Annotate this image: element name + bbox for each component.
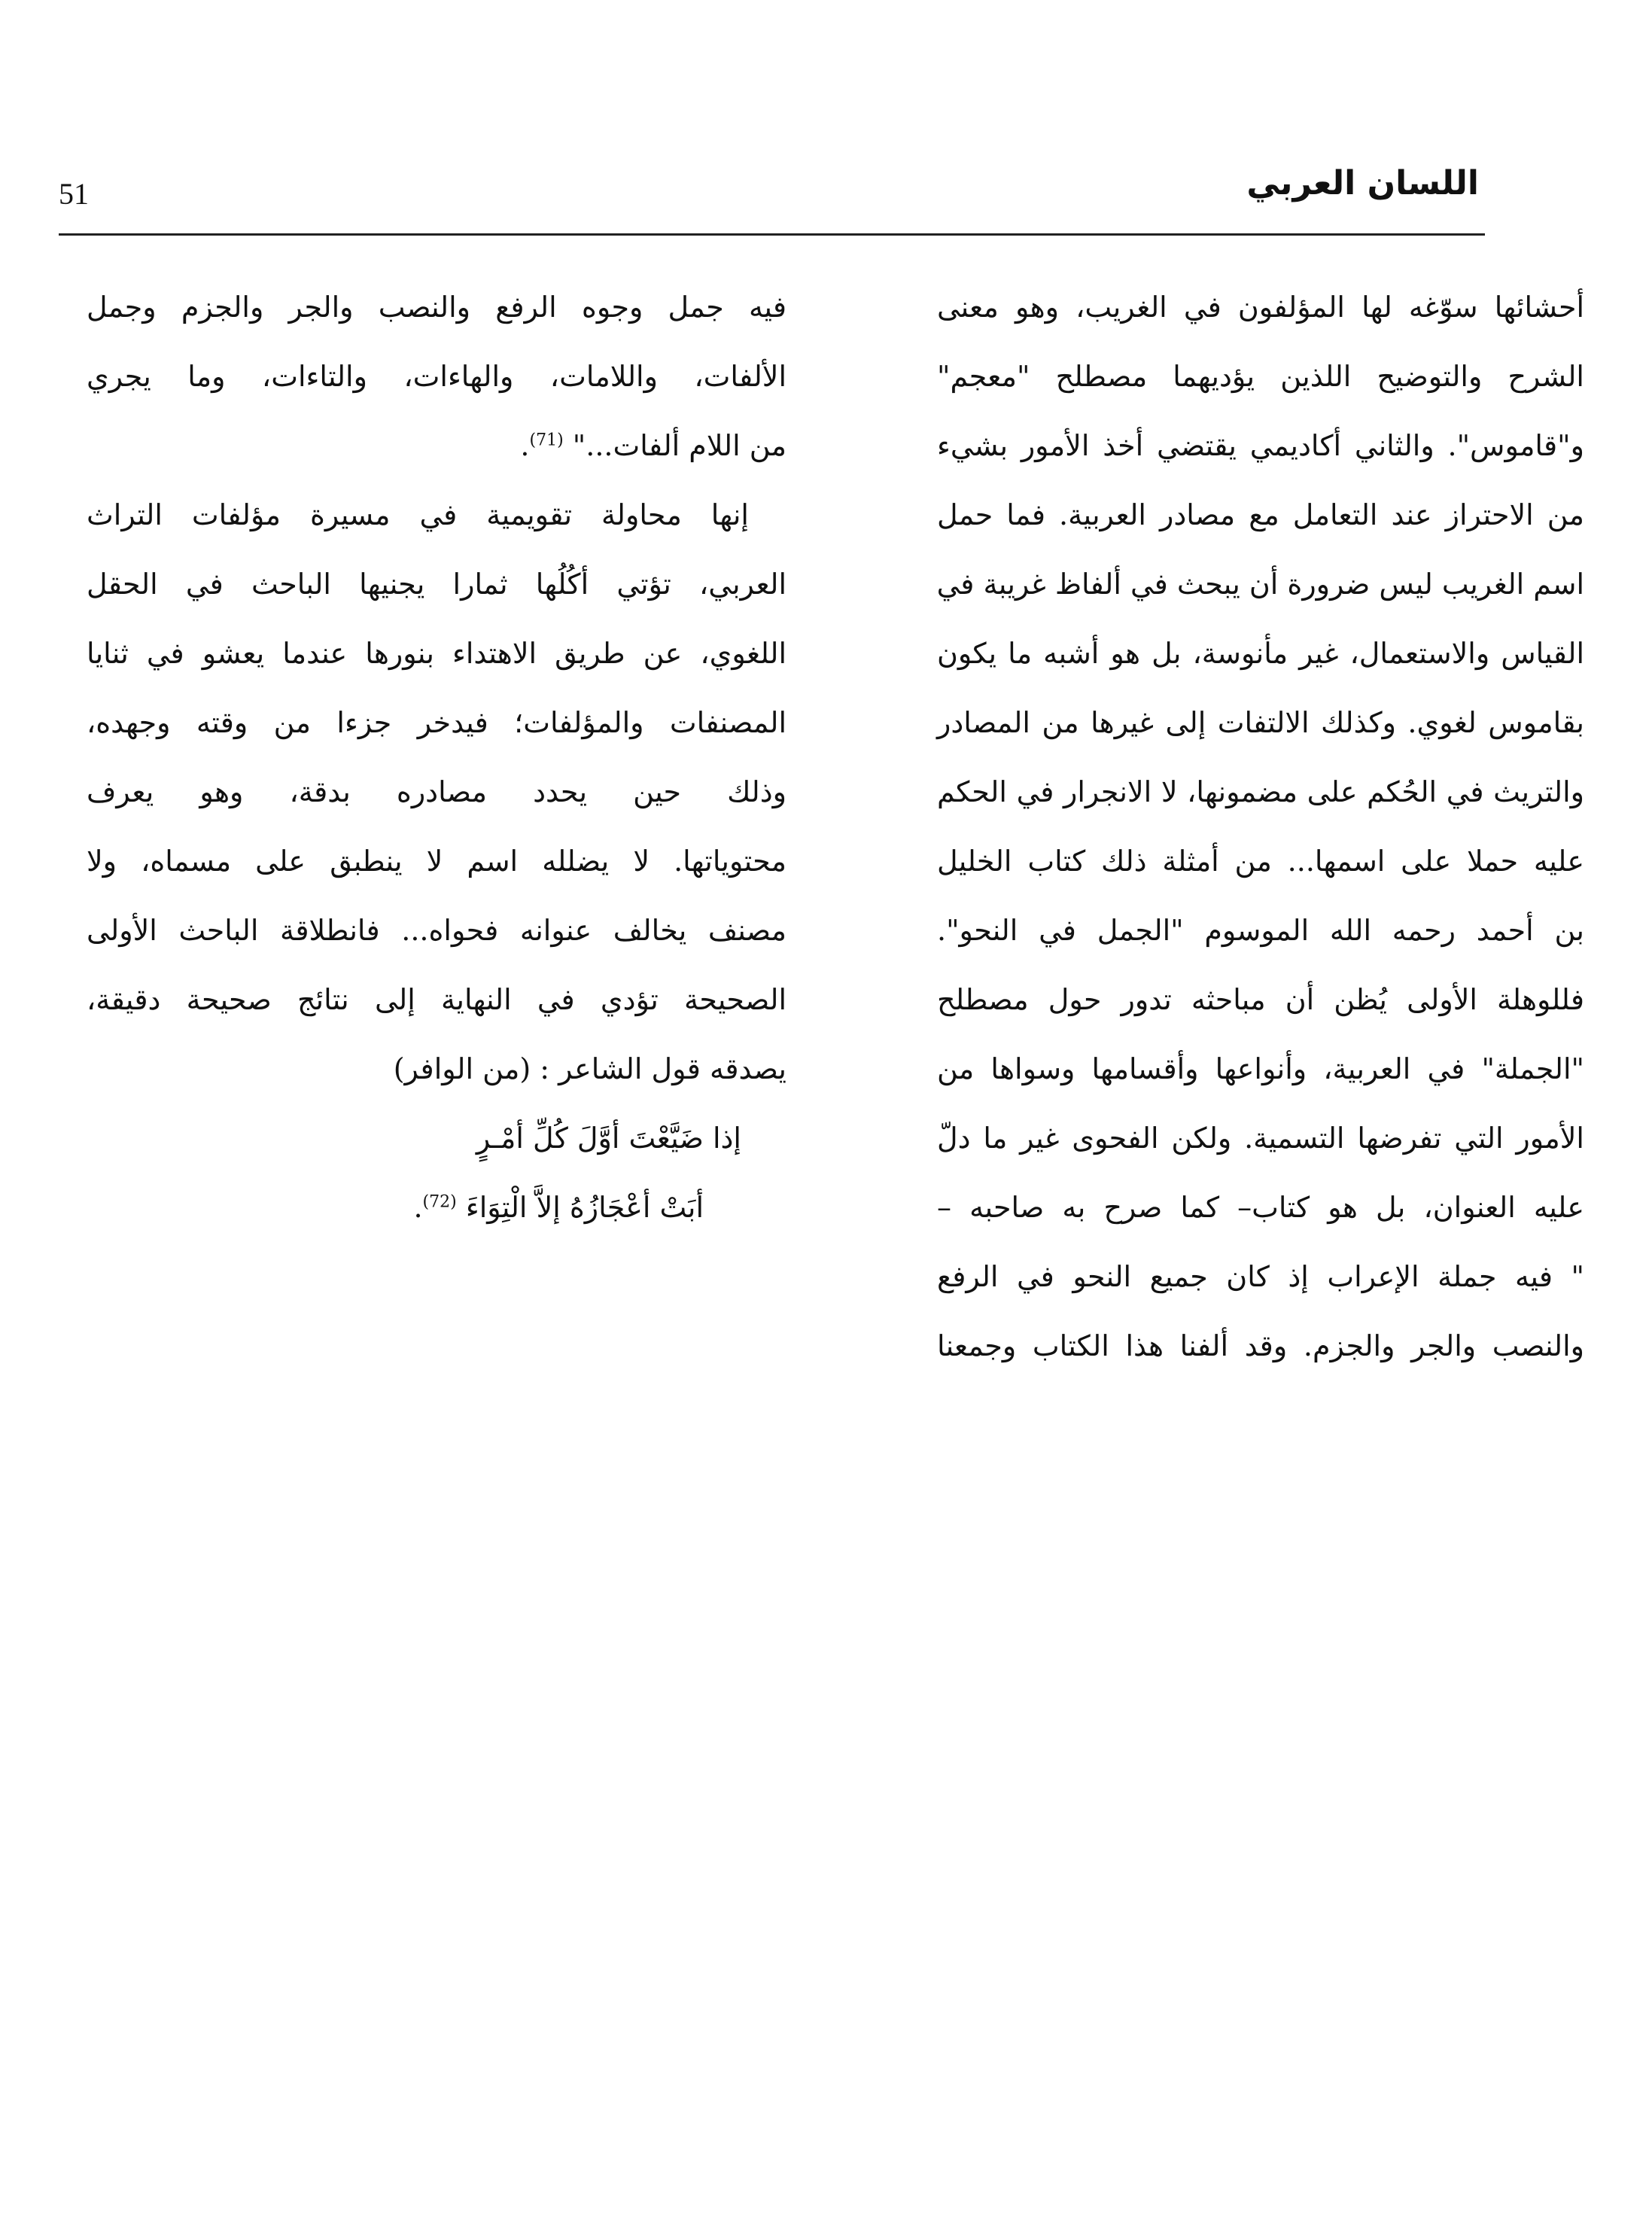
text-line: و"قاموس". والثاني أكاديمي يقتضي أخذ الأمور بشيء <box>937 429 1584 462</box>
text-line: أحشائها سوّغه لها المؤلفون في الغريب، وهو معنى <box>937 291 1584 324</box>
text-line: والتريث في الحُكم على مضمونها، لا الانجرار في الحكم <box>937 775 1584 808</box>
text-line: المصنفات والمؤلفات؛ فيدخر جزءا من وقته وجهده، <box>87 706 786 739</box>
verse-second-hemistich: أبَتْ أعْجَازُهُ إلاَّ الْتِوَاءَ <box>465 1191 704 1224</box>
text-line: الأمور التي تفرضها التسمية. ولكن الفحوى غير ما دلّ <box>937 1122 1584 1155</box>
text-line: العربي، تؤتي أكُلُها ثمارا يجنيها الباحث في الحقل <box>87 568 786 601</box>
text-line: محتوياتها. لا يضلله اسم لا ينطبق على مسماه، ولا <box>87 845 786 878</box>
text-line: بن أحمد رحمه الله الموسوم "الجمل في النحو". <box>937 914 1584 947</box>
text-line: الشرح والتوضيح اللذين يؤديهما مصطلح "معجم" <box>937 360 1584 393</box>
text-line: فيه جمل وجوه الرفع والنصب والجر والجزم وجمل <box>87 291 787 324</box>
quote-end-line: من اللام ألفات..." $^{(71)}$. <box>520 429 786 462</box>
poet-attribution-line: يصدقه قول الشاعر : (من الوافر) <box>393 1052 786 1085</box>
text-line: الصحيحة تؤدي في النهاية إلى نتائج صحيحة دقيقة، <box>87 983 786 1016</box>
text-line: "الجملة" في العربية، وأنواعها وأقسامها وسواها من <box>937 1052 1584 1085</box>
text-line: من الاحتراز عند التعامل مع مصادر العربية. فما حمل <box>937 498 1584 531</box>
text-line: اسم الغريب ليس ضرورة أن يبحث في ألفاظ غريبة في <box>936 568 1584 601</box>
text-line: بقاموس لغوي. وكذلك الالتفات إلى غيرها من المصادر <box>937 706 1584 739</box>
footnote-ref-71: (71) <box>529 431 564 450</box>
text-line: والنصب والجر والجزم. وقد ألفنا هذا الكتاب وجمعنا <box>937 1329 1584 1362</box>
verse-end-punctuation: . <box>413 1191 423 1224</box>
text-line: عليه العنوان، بل هو كتاب– كما صرح به صاحبه – <box>937 1191 1584 1224</box>
left-column <box>87 272 786 1242</box>
text-line: الألفات، واللامات، والهاءات، والتاءات، وما يجري <box>87 360 786 393</box>
text-line: " فيه جملة الإعراب إذ كان جميع النحو في الرفع <box>937 1260 1584 1293</box>
text-line: وذلك حين يحدد مصادره بدقة، وهو يعرف <box>87 775 786 808</box>
header-divider <box>59 233 1485 236</box>
paragraph-first-line: إنها محاولة تقويمية في مسيرة مؤلفات التراث <box>87 498 749 531</box>
text-line: القياس والاستعمال، غير مأنوسة، بل هو أشبه ما يكون <box>937 637 1584 670</box>
right-column <box>937 272 1584 1380</box>
page-number: 51 <box>59 177 89 211</box>
journal-title: اللسان العربي <box>1246 164 1479 202</box>
text-line: مصنف يخالف عنوانه فحواه... فانطلاقة الباحث الأولى <box>87 914 786 947</box>
verse-second-hemistich-line <box>87 1173 786 1242</box>
quote-end-text: من اللام ألفات..." <box>572 429 786 462</box>
footnote-ref-72: (72) <box>422 1192 457 1212</box>
verse-first-hemistich: إذا ضَيَّعْتَ أوَّلَ كُلِّ أمْـرٍ <box>476 1122 741 1155</box>
text-line: اللغوي، عن طريق الاهتداء بنورها عندما يعشو في ثنايا <box>87 637 786 670</box>
text-line: فللوهلة الأولى يُظن أن مباحثه تدور حول مصطلح <box>937 983 1584 1016</box>
text-line: عليه حملا على اسمها... من أمثلة ذلك كتاب الخليل <box>937 845 1584 878</box>
